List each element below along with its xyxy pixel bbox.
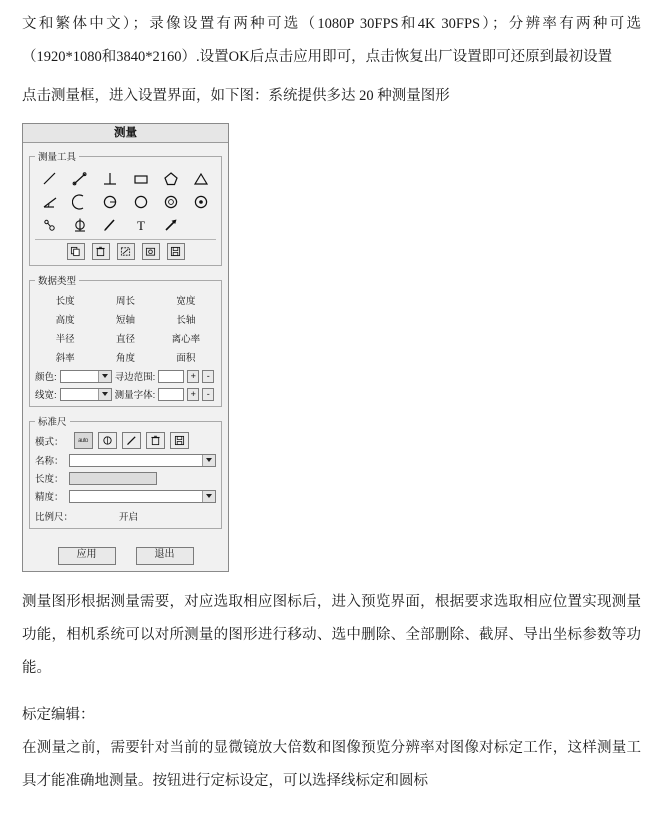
length-row (35, 471, 216, 485)
document-top-text (0, 0, 663, 113)
edge-range-plus[interactable]: + (187, 370, 199, 383)
data-type-group (29, 273, 222, 407)
standard-ruler-group (29, 414, 222, 529)
measure-tools-group (29, 149, 222, 266)
scale-value[interactable]: 开启 (118, 512, 138, 523)
apply-button[interactable]: 应用 (58, 547, 116, 565)
data-type-item[interactable]: 长度 (55, 296, 75, 307)
dialog-footer (23, 544, 228, 571)
color-value (61, 371, 98, 382)
angle-icon[interactable] (39, 192, 61, 212)
line-icon[interactable] (39, 169, 61, 189)
precision-row (35, 489, 216, 503)
paragraph-measurement-intro: 点击测量框，进入设置界面，如下图：系统提供多达 20 种测量图形 (22, 88, 450, 104)
select-region-icon[interactable] (117, 243, 135, 260)
edge-range-label: 寻边范围: (114, 372, 156, 383)
edge-range-minus[interactable]: - (202, 370, 214, 383)
pentagon-icon[interactable] (160, 169, 182, 189)
data-type-item[interactable]: 短轴 (115, 315, 135, 326)
heading-calibration-edit: 标定编辑： (22, 707, 95, 723)
exit-button[interactable]: 退出 (136, 547, 194, 565)
data-type-item[interactable]: 长轴 (176, 315, 196, 326)
line-width-select[interactable] (60, 388, 112, 401)
arc-icon[interactable] (69, 192, 91, 212)
edge-range-input[interactable] (158, 370, 184, 383)
data-type-item[interactable]: 直径 (115, 334, 135, 345)
arrow-line-icon[interactable] (69, 169, 91, 189)
mode-buttons (74, 432, 189, 449)
length-label: 长度： (35, 474, 64, 485)
auto-label: auto (78, 437, 88, 444)
chevron-down-icon[interactable] (202, 491, 215, 502)
concentric-circle-icon[interactable] (160, 192, 182, 212)
precision-value (70, 491, 202, 502)
svg-text:T: T (136, 217, 145, 233)
measurement-dialog (22, 123, 229, 572)
circle-calibration-icon[interactable] (98, 432, 117, 449)
tool-empty-slot (190, 215, 212, 235)
auto-icon[interactable] (74, 432, 93, 449)
save-icon[interactable] (170, 432, 189, 449)
save-icon[interactable] (167, 243, 185, 260)
chevron-down-icon[interactable] (98, 389, 111, 400)
dialog-title: 测量 (23, 124, 228, 143)
color-label: 颜色: (35, 372, 57, 383)
delete-icon[interactable] (146, 432, 165, 449)
rectangle-icon[interactable] (130, 169, 152, 189)
copy-icon[interactable] (67, 243, 85, 260)
annulus-icon[interactable] (190, 192, 212, 212)
measure-tools-legend: 测量工具 (38, 152, 77, 163)
text-icon[interactable] (130, 215, 152, 235)
scale-row (35, 507, 216, 523)
document-bottom-text (0, 572, 663, 798)
data-type-item[interactable]: 离心率 (171, 334, 201, 345)
data-type-item[interactable]: 面积 (176, 353, 196, 364)
pencil-icon[interactable] (99, 215, 121, 235)
mode-label: 模式： (35, 436, 64, 448)
mode-row (35, 432, 216, 449)
tools-divider (35, 239, 216, 240)
vertical-measure-icon[interactable] (69, 215, 91, 235)
line-width-label: 线宽: (35, 390, 57, 401)
color-select[interactable] (60, 370, 112, 383)
circle-center-icon[interactable] (99, 192, 121, 212)
triangle-icon[interactable] (190, 169, 212, 189)
point-icon[interactable] (39, 215, 61, 235)
name-value (70, 455, 202, 466)
data-type-item[interactable]: 宽度 (176, 296, 196, 307)
screenshot-icon[interactable] (142, 243, 160, 260)
name-select[interactable] (69, 454, 216, 467)
standard-ruler-legend: 标准尺 (38, 417, 67, 428)
data-type-item[interactable]: 斜率 (55, 353, 75, 364)
line-calibration-icon[interactable] (122, 432, 141, 449)
delete-icon[interactable] (92, 243, 110, 260)
paragraph-calibration-description: 在测量之前，需要针对当前的显微镜放大倍数和图像预览分辨率对图像对标定工作，这样测量工具才能准确地测量。按钮进行定标设定，可以选择线标定和圆标 (22, 740, 641, 789)
data-type-item[interactable]: 半径 (55, 334, 75, 345)
data-type-item[interactable]: 角度 (115, 353, 135, 364)
color-row (35, 369, 216, 383)
circle-icon[interactable] (130, 192, 152, 212)
precision-select[interactable] (69, 490, 216, 503)
measure-font-minus[interactable]: - (202, 388, 214, 401)
data-type-grid (35, 291, 216, 365)
measure-font-label: 测量字体: (114, 390, 156, 401)
precision-label: 精度： (35, 492, 64, 503)
name-row (35, 453, 216, 467)
tool-grid (35, 167, 216, 236)
arrow-icon[interactable] (160, 215, 182, 235)
line-width-value (61, 389, 98, 400)
scale-label: 比例尺： (35, 512, 74, 523)
name-label: 名称： (35, 456, 64, 467)
paragraph-measure-usage: 测量图形根据测量需要，对应选取相应图标后，进入预览界面，根据要求选取相应位置实现测量功能，相机系统可以对所测量的图形进行移动、选中删除、全部删除、截屏、导出坐标参数等功能。 (22, 594, 641, 676)
measure-font-plus[interactable]: + (187, 388, 199, 401)
paragraph-settings-description: 文和繁体中文）；录像设置有两种可选（1080P 30FPS和4K 30FPS）；分辨率有两种可选（1920*1080和3840*2160）.设置OK后点击应用即可，点击恢复出厂设置即可还原到最初设置 (22, 16, 641, 65)
chevron-down-icon[interactable] (202, 455, 215, 466)
perpendicular-icon[interactable] (99, 169, 121, 189)
chevron-down-icon[interactable] (98, 371, 111, 382)
measurement-dialog-wrapper (0, 113, 663, 572)
line-width-row (35, 387, 216, 401)
data-type-item[interactable]: 周长 (115, 296, 135, 307)
data-type-legend: 数据类型 (38, 276, 77, 287)
length-input[interactable] (69, 472, 157, 485)
measure-font-input[interactable] (158, 388, 184, 401)
data-type-item[interactable]: 高度 (55, 315, 75, 326)
tool-action-row (35, 242, 216, 260)
dialog-body (23, 143, 228, 544)
